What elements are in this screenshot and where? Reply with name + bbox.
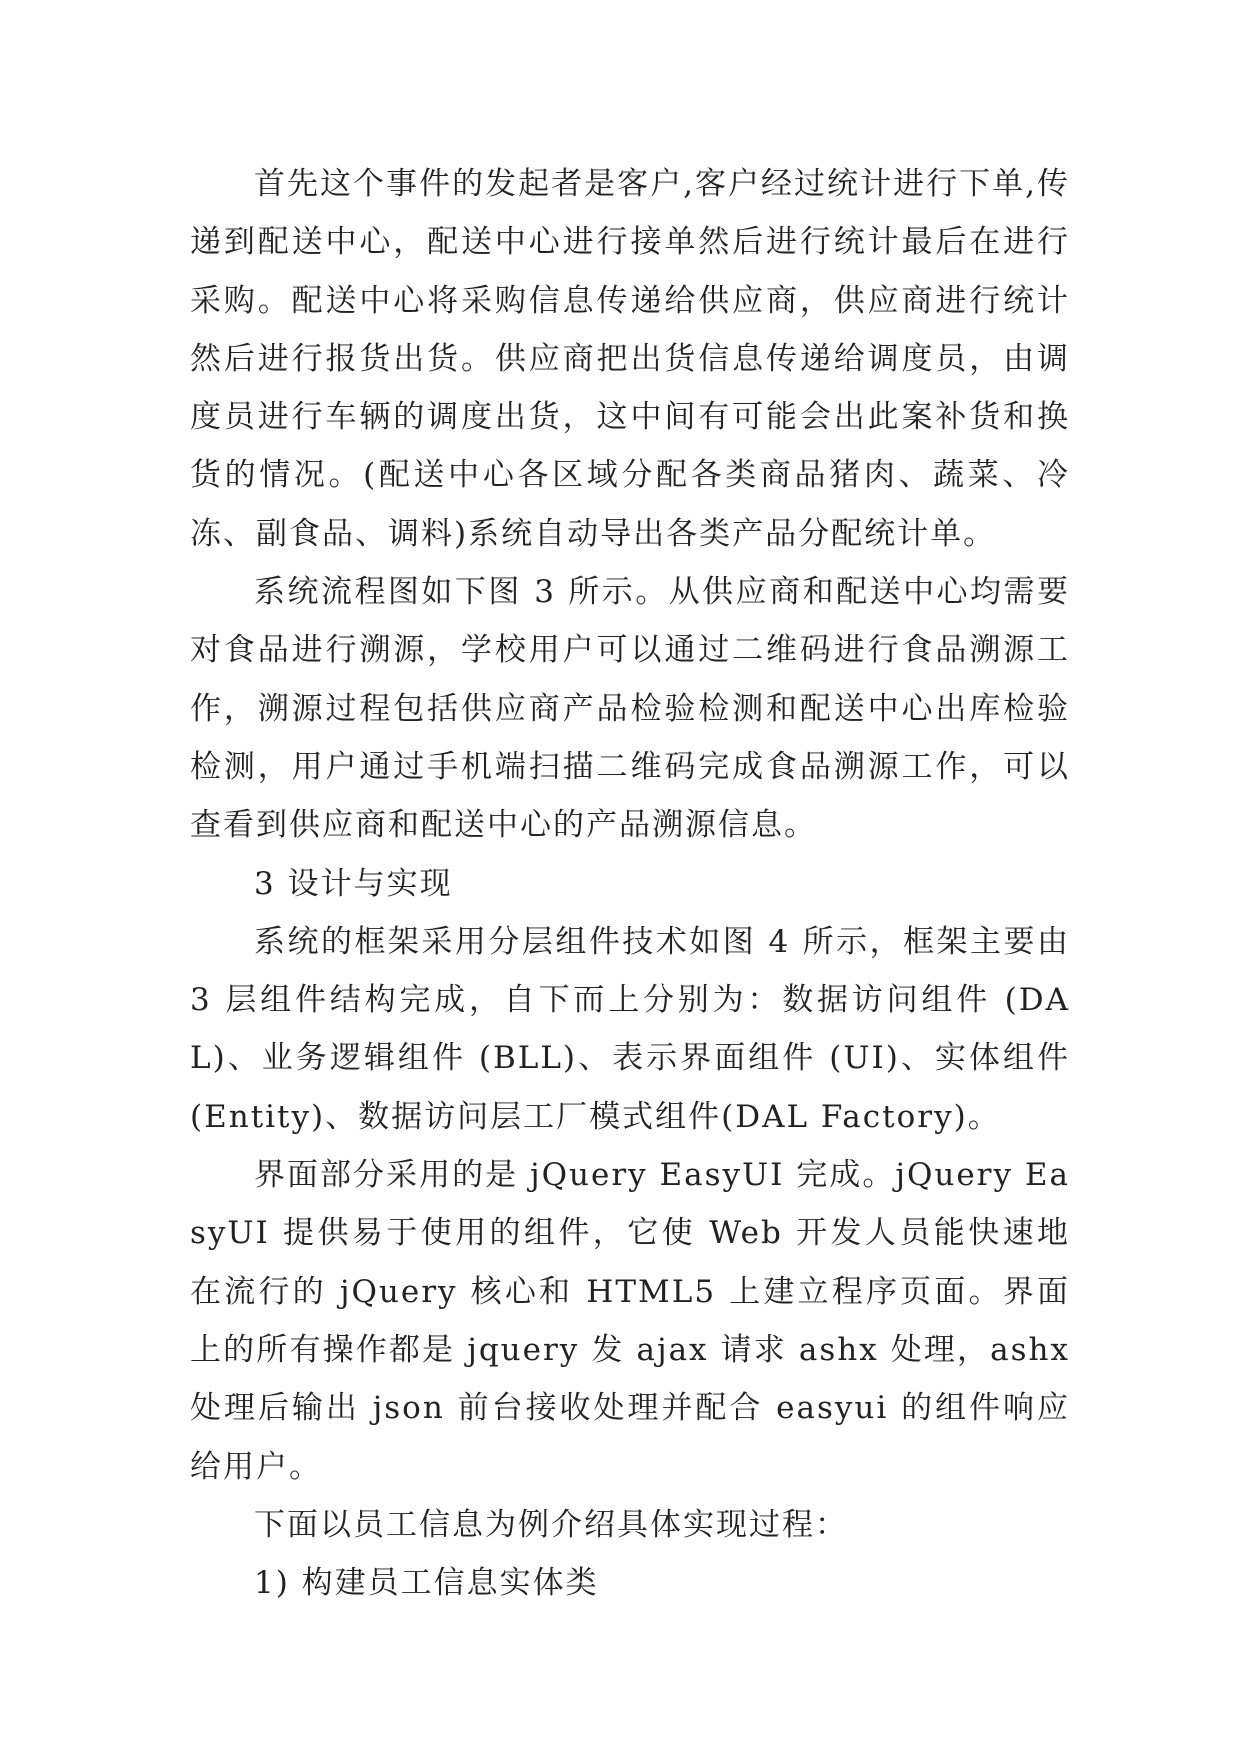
paragraph-order-flow: 首先这个事件的发起者是客户,客户经过统计进行下单,传递到配送中心，配送中心进行接单然后进行统计最后在进行采购。配送中心将采购信息传递给供应商，供应商进行统计然后进行报货出货。供应商把出货信息传递给调度员，由调度员进行车辆的调度出货，这中间有可能会出此案补货和换货的情况。(配送中心各区域分配各类商品猪肉、蔬菜、冷冻、副食品、调料)系统自动导出各类产品分配统计单。 <box>190 166 1070 552</box>
paragraph-ui-easyui: 界面部分采用的是 jQuery EasyUI 完成。jQuery EasyUI 提供易于使用的组件，它使 Web 开发人员能快速地在流行的 jQuery 核心和 HTML5 上建立程序页面。界面上的所有操作都是 jquery 发 ajax 请求 ashx 处理，ashx 处理后输出 json 前台接收处理并配合 easyui 的组件响应给用户。 <box>190 1157 1070 1485</box>
paragraph-traceability-flow: 系统流程图如下图 3 所示。从供应商和配送中心均需要对食品进行溯源，学校用户可以通过二维码进行食品溯源工作，溯源过程包括供应商产品检验检测和配送中心出库检验检测，用户通过手机端扫描二维码完成食品溯源工作，可以查看到供应商和配送中心的产品溯源信息。 <box>190 574 1070 844</box>
paragraph-framework: 系统的框架采用分层组件技术如图 4 所示，框架主要由 3 层组件结构完成，自下而上分别为：数据访问组件 (DAL)、业务逻辑组件 (BLL)、表示界面组件 (UI)、实体组件 (Entity)、数据访问层工厂模式组件(DAL Factory)。 <box>190 923 1070 1135</box>
section-heading-design: 3 设计与实现 <box>254 865 453 902</box>
list-item-step-1: 1) 构建员工信息实体类 <box>254 1565 599 1602</box>
document-body <box>190 155 1070 1612</box>
paragraph-example-intro: 下面以员工信息为例介绍具体实现过程： <box>254 1506 848 1543</box>
